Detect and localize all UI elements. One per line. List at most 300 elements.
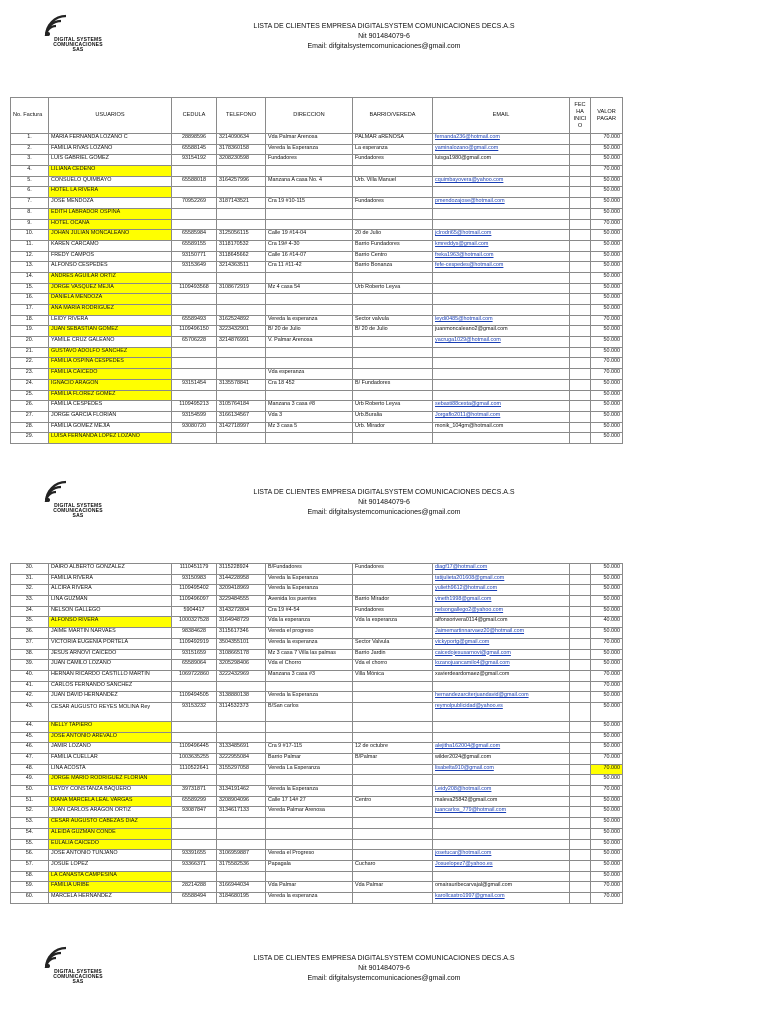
client-name-cell	[49, 272, 172, 283]
client-cedula: 1109495213	[179, 401, 209, 408]
amount-due: 70.000	[603, 882, 620, 889]
client-barrio: Fundadores	[355, 606, 384, 613]
client-email-cell	[433, 818, 570, 829]
client-cedula-cell	[172, 786, 217, 797]
client-address-cell	[266, 337, 353, 348]
client-email-cell	[433, 240, 570, 251]
table-row	[11, 326, 623, 337]
client-barrio: Urb Roberto Leyva	[355, 401, 401, 408]
invoice-number: 5.	[27, 176, 32, 183]
client-email[interactable]: jclrodri65@hotmail.com	[435, 230, 492, 237]
client-name-cell	[49, 379, 172, 390]
amount-due: 50.000	[603, 347, 620, 354]
client-name-cell	[49, 422, 172, 433]
table-row	[11, 337, 623, 348]
client-phone-cell	[217, 187, 266, 198]
amount-due: 50.000	[603, 743, 620, 750]
table-row	[11, 564, 623, 575]
client-phone: 3144228958	[219, 574, 249, 581]
client-cedula-cell	[172, 272, 217, 283]
client-email[interactable]: leydi0485@hotmail.com	[435, 315, 493, 322]
table-row	[11, 134, 623, 145]
client-address: Calle 19 #14-04	[268, 230, 307, 237]
invoice-number: 10.	[25, 230, 34, 237]
invoice-number-cell	[11, 230, 49, 241]
client-barrio-cell	[353, 411, 433, 422]
invoice-number: 31.	[25, 574, 34, 581]
invoice-number: 57.	[25, 860, 34, 867]
table-row	[11, 681, 623, 692]
start-date-cell	[570, 187, 591, 198]
client-name-cell	[49, 638, 172, 649]
client-cedula-cell	[172, 422, 217, 433]
invoice-number-cell	[11, 596, 49, 607]
amount-due-cell	[591, 155, 623, 166]
client-barrio: Urb Roberto Leyva	[355, 283, 401, 290]
client-phone-cell	[217, 390, 266, 401]
client-email-cell	[433, 649, 570, 660]
client-email[interactable]: sebasti88cesta@gmail.com	[435, 401, 501, 408]
client-email[interactable]: josetucar@hotmail.com	[435, 850, 492, 857]
client-email[interactable]: Leidy208@hotmail.com	[435, 786, 492, 793]
client-name: LINA ACOSTA	[51, 764, 86, 771]
invoice-number-cell	[11, 860, 49, 871]
client-address: B/Fundadores	[268, 564, 302, 570]
client-cedula-cell	[172, 369, 217, 380]
client-name-cell	[49, 240, 172, 251]
invoice-number: 48.	[25, 764, 34, 771]
client-phone: 3143272804	[219, 606, 249, 613]
client-cedula-cell	[172, 347, 217, 358]
client-name-cell	[49, 401, 172, 412]
col-header-valor: VALOR PAGAR	[591, 98, 623, 134]
client-name-cell	[49, 219, 172, 230]
client-phone-cell	[217, 796, 266, 807]
invoice-number-cell	[11, 628, 49, 639]
start-date-cell	[570, 882, 591, 893]
amount-due-cell	[591, 262, 623, 273]
client-barrio: Barrio Bonanza	[355, 262, 393, 269]
invoice-number-cell	[11, 347, 49, 358]
client-address: Vda la esperanza	[268, 617, 310, 624]
client-phone: 3155297058	[219, 764, 249, 771]
client-address: Vda 3	[268, 411, 283, 418]
client-email-cell	[433, 692, 570, 703]
client-barrio-cell	[353, 208, 433, 219]
client-email-cell	[433, 596, 570, 607]
amount-due: 50.000	[603, 839, 620, 846]
amount-due-cell	[591, 850, 623, 861]
client-phone-cell	[217, 628, 266, 639]
client-address-cell	[266, 638, 353, 649]
client-barrio-cell	[353, 219, 433, 230]
table-row	[11, 638, 623, 649]
client-barrio-cell	[353, 681, 433, 692]
client-name: JESUS ARNOVI CAICEDO	[51, 649, 117, 656]
amount-due-cell	[591, 283, 623, 294]
client-cedula-cell	[172, 681, 217, 692]
client-email[interactable]: pmendozajose@hotmail.com	[435, 198, 505, 205]
invoice-number-cell	[11, 839, 49, 850]
client-phone: 3125056115	[219, 230, 249, 237]
client-address-cell	[266, 649, 353, 660]
client-barrio: Barrio Mirador	[355, 596, 390, 603]
amount-due: 50.000	[603, 574, 620, 581]
client-cedula-cell	[172, 743, 217, 754]
start-date-cell	[570, 796, 591, 807]
client-cedula-cell	[172, 134, 217, 145]
table-row	[11, 187, 623, 198]
client-phone-cell	[217, 574, 266, 585]
col-header-telefono: TELEFONO	[217, 98, 266, 134]
invoice-number: 26.	[25, 401, 34, 408]
client-cedula-cell	[172, 337, 217, 348]
logo-line-2: COMUNICACIONES	[53, 508, 103, 514]
amount-due-cell	[591, 818, 623, 829]
client-phone: 3115617346	[219, 628, 249, 635]
client-address: Mz 3 casa 5	[268, 422, 298, 429]
client-barrio-cell	[353, 649, 433, 660]
client-address: Vda Palmar Arenosa	[268, 134, 318, 140]
client-address-cell	[266, 882, 353, 893]
amount-due-cell	[591, 422, 623, 433]
client-address: V. Palmar Arenosa	[268, 337, 313, 344]
invoice-number-cell	[11, 850, 49, 861]
invoice-number-cell	[11, 144, 49, 155]
start-date-cell	[570, 585, 591, 596]
client-email-cell	[433, 315, 570, 326]
client-address-cell	[266, 786, 353, 797]
client-address-cell	[266, 315, 353, 326]
invoice-number-cell	[11, 390, 49, 401]
client-address-cell	[266, 134, 353, 145]
amount-due-cell	[591, 305, 623, 316]
client-barrio-cell	[353, 283, 433, 294]
invoice-number: 28.	[25, 422, 34, 429]
amount-due-cell	[591, 230, 623, 241]
client-email[interactable]: fefe-cespedes@hotmail.com	[435, 262, 504, 269]
client-email-cell	[433, 144, 570, 155]
client-cedula-cell	[172, 775, 217, 786]
client-email[interactable]: Jaimemartinnarvaez20@hotmail.com	[435, 628, 525, 635]
client-address: Vereda La Esperanza	[268, 764, 320, 771]
client-email[interactable]: Josuelopez7@yahoo.es	[435, 860, 493, 867]
page-header-1	[0, 14, 768, 64]
invoice-number-cell	[11, 401, 49, 412]
client-email-cell	[433, 219, 570, 230]
client-email-cell	[433, 230, 570, 241]
client-email: monik_104gm@hotmail.com	[435, 422, 504, 429]
client-barrio-cell	[353, 617, 433, 628]
client-cedula-cell	[172, 892, 217, 903]
client-email: maleva25842@gmail.com	[435, 796, 498, 803]
amount-due-cell	[591, 176, 623, 187]
client-email[interactable]: freka1963@hotmail.com	[435, 251, 494, 258]
client-name: LA CANASTA CAMPESINA	[51, 871, 117, 878]
client-name-cell	[49, 574, 172, 585]
amount-due: 50.000	[603, 775, 620, 782]
client-phone-cell	[217, 892, 266, 903]
client-name-cell	[49, 134, 172, 145]
client-name-cell	[49, 251, 172, 262]
table-row	[11, 764, 623, 775]
table-row	[11, 155, 623, 166]
amount-due: 70.000	[603, 134, 620, 140]
client-address-cell	[266, 606, 353, 617]
invoice-number-cell	[11, 433, 49, 444]
table-row	[11, 692, 623, 703]
client-email-cell	[433, 585, 570, 596]
table-row	[11, 219, 623, 230]
client-email[interactable]: yaminalozano@gmail.com	[435, 144, 499, 151]
table-row	[11, 358, 623, 369]
client-email-cell	[433, 369, 570, 380]
client-name-cell	[49, 198, 172, 209]
logo-line-3: SAS	[72, 979, 84, 985]
client-cedula-cell	[172, 564, 217, 575]
logo-line-1: DIGITAL SYSTEMS	[54, 969, 102, 975]
client-email[interactable]: vickyportg@gmail.com	[435, 638, 490, 645]
client-email[interactable]: yineth1998@gmail.com	[435, 596, 492, 603]
start-date-cell	[570, 775, 591, 786]
table-row	[11, 606, 623, 617]
table-row	[11, 892, 623, 903]
invoice-number: 20.	[25, 337, 34, 344]
start-date-cell	[570, 638, 591, 649]
start-date-cell	[570, 390, 591, 401]
client-phone-cell	[217, 638, 266, 649]
client-name: KAREN CARCAMO	[51, 240, 99, 247]
client-name: ALCIRA RIVERA	[51, 585, 92, 592]
table-row	[11, 208, 623, 219]
amount-due-cell	[591, 369, 623, 380]
client-address: B/ 20 de Julio	[268, 326, 301, 333]
client-barrio-cell	[353, 839, 433, 850]
table-row	[11, 251, 623, 262]
client-cedula-cell	[172, 871, 217, 882]
invoice-number: 50.	[25, 786, 34, 793]
invoice-number: 24.	[25, 379, 34, 386]
start-date-cell	[570, 219, 591, 230]
invoice-number: 19.	[25, 326, 34, 333]
client-email[interactable]: cquimbayovera@yahoo.com	[435, 176, 504, 183]
client-phone: 3108665178	[219, 649, 249, 656]
client-phone-cell	[217, 775, 266, 786]
client-address-cell	[266, 764, 353, 775]
client-email[interactable]: kmreddys@gmail.com	[435, 240, 489, 247]
table-row	[11, 272, 623, 283]
amount-due-cell	[591, 251, 623, 262]
table-row	[11, 240, 623, 251]
client-cedula: 93153649	[182, 262, 206, 269]
client-phone-cell	[217, 283, 266, 294]
client-address-cell	[266, 433, 353, 444]
client-name: FAMILIA RIVERA	[51, 574, 93, 581]
amount-due: 50.000	[603, 606, 620, 613]
client-address: Manzana 3 casa #3	[268, 670, 316, 677]
table-row	[11, 839, 623, 850]
client-email[interactable]: reymolpublicidad@yahoo.es	[435, 702, 503, 709]
amount-due: 50.000	[603, 198, 620, 205]
client-cedula-cell	[172, 606, 217, 617]
start-date-cell	[570, 326, 591, 337]
amount-due-cell	[591, 379, 623, 390]
client-phone-cell	[217, 198, 266, 209]
invoice-number-cell	[11, 681, 49, 692]
client-cedula: 65585984	[182, 230, 206, 237]
client-email-cell	[433, 670, 570, 681]
amount-due: 50.000	[603, 649, 620, 656]
start-date-cell	[570, 305, 591, 316]
amount-due-cell	[591, 764, 623, 775]
client-cedula-cell	[172, 628, 217, 639]
client-phone-cell	[217, 251, 266, 262]
table-row	[11, 315, 623, 326]
client-name: DAIRO ALBERTO GONZALEZ	[51, 564, 125, 570]
invoice-number-cell	[11, 262, 49, 273]
client-barrio-cell	[353, 828, 433, 839]
amount-due: 70.000	[603, 638, 620, 645]
client-name-cell	[49, 786, 172, 797]
client-email[interactable]: caicedojesusarnovi@gmail.com	[435, 649, 511, 656]
start-date-cell	[570, 134, 591, 145]
client-email[interactable]: juancarlos_779@hotmail.com	[435, 807, 507, 814]
client-name: FAMILIA RIVAS LOZANO	[51, 144, 113, 151]
amount-due: 50.000	[603, 155, 620, 162]
amount-due-cell	[591, 326, 623, 337]
amount-due: 50.000	[603, 628, 620, 635]
client-email: juanmoncaleano2@gmail.com	[435, 326, 508, 333]
client-email[interactable]: yulieth9612@hotmail.com	[435, 585, 498, 592]
client-email-cell	[433, 166, 570, 177]
invoice-number-cell	[11, 670, 49, 681]
client-email[interactable]: lisabelta910@gmail.com	[435, 764, 494, 771]
invoice-number-cell	[11, 294, 49, 305]
table-row	[11, 144, 623, 155]
client-cedula-cell	[172, 219, 217, 230]
client-email[interactable]: Jorgaflo2011@hotmail.com	[435, 411, 501, 418]
table-row	[11, 754, 623, 765]
client-cedula-cell	[172, 262, 217, 273]
client-phone-cell	[217, 219, 266, 230]
table-row	[11, 198, 623, 209]
client-name-cell	[49, 144, 172, 155]
client-name: MARCELA HERNANDEZ	[51, 892, 112, 899]
client-address: Manzana A casa No. 4	[268, 176, 322, 183]
client-barrio-cell	[353, 807, 433, 818]
client-phone-cell	[217, 144, 266, 155]
client-phone-cell	[217, 358, 266, 369]
client-name: CESAR AUGUSTO REYES MOLINA Rey	[51, 703, 151, 710]
client-email[interactable]: lozanojuancamilo4@gmail.com	[435, 660, 510, 667]
col-header-barrio: BARRIO/VEREDA	[353, 98, 433, 134]
amount-due-cell	[591, 294, 623, 305]
client-email[interactable]: alejitha162004@gmail.com	[435, 743, 501, 750]
client-address-cell	[266, 628, 353, 639]
invoice-number-cell	[11, 585, 49, 596]
amount-due: 50.000	[603, 251, 620, 258]
start-date-cell	[570, 230, 591, 241]
client-address-cell	[266, 839, 353, 850]
client-barrio-cell	[353, 850, 433, 861]
client-address: Vereda la Esperanza	[268, 692, 319, 699]
start-date-cell	[570, 251, 591, 262]
start-date-cell	[570, 743, 591, 754]
client-name-cell	[49, 369, 172, 380]
invoice-number: 51.	[25, 796, 34, 803]
client-cedula: 39731871	[182, 786, 206, 793]
amount-due: 50.000	[603, 390, 620, 397]
amount-due-cell	[591, 272, 623, 283]
client-address-cell	[266, 828, 353, 839]
client-barrio-cell	[353, 775, 433, 786]
client-barrio: Sector valvula	[355, 315, 389, 322]
client-cedula-cell	[172, 839, 217, 850]
client-name: HOTEL LA RIVERA	[51, 187, 99, 194]
start-date-cell	[570, 721, 591, 732]
client-barrio-cell	[353, 871, 433, 882]
client-barrio: Urb. Villa Manuel	[355, 176, 396, 183]
client-address: Cra 11 #11-42	[268, 262, 302, 269]
client-address-cell	[266, 294, 353, 305]
client-email[interactable]: tatijulieta201608@gmail.com	[435, 574, 505, 581]
invoice-number-cell	[11, 882, 49, 893]
client-barrio-cell	[353, 433, 433, 444]
client-email[interactable]: yacruga1029@hotmail.com	[435, 337, 501, 344]
client-name-cell	[49, 839, 172, 850]
client-email[interactable]: diagf17@hotmail.com	[435, 564, 488, 570]
client-phone-cell	[217, 401, 266, 412]
client-email[interactable]: hernandezarciterjuandavid@gmail.com	[435, 692, 529, 699]
client-address-cell	[266, 732, 353, 743]
client-barrio: Barrio Centro	[355, 251, 388, 258]
client-cedula-cell	[172, 850, 217, 861]
client-cedula: 65589064	[182, 660, 206, 667]
client-address: Barrio Palmar	[268, 754, 301, 760]
amount-due-cell	[591, 198, 623, 209]
client-barrio-cell	[353, 670, 433, 681]
start-date-cell	[570, 358, 591, 369]
client-address-cell	[266, 670, 353, 681]
client-cedula-cell	[172, 818, 217, 829]
client-phone-cell	[217, 422, 266, 433]
client-address-cell	[266, 818, 353, 829]
client-barrio-cell	[353, 262, 433, 273]
client-email[interactable]: karollcastro1997@gmail.com	[435, 892, 505, 899]
start-date-cell	[570, 401, 591, 412]
amount-due-cell	[591, 670, 623, 681]
client-email[interactable]: nelsongallego2@yahoo.com	[435, 606, 504, 613]
invoice-number: 35.	[25, 617, 34, 624]
table-row	[11, 574, 623, 585]
client-barrio: Fundadores	[355, 198, 384, 205]
client-cedula: 65706228	[182, 337, 206, 344]
client-cedula-cell	[172, 176, 217, 187]
client-phone-cell	[217, 564, 266, 575]
amount-due: 50.000	[603, 326, 620, 333]
client-address: Papagala	[268, 860, 291, 867]
invoice-number: 38.	[25, 649, 34, 656]
client-phone: 3166944034	[219, 882, 249, 889]
client-name-cell	[49, 796, 172, 807]
client-cedula: 1109496445	[179, 743, 209, 750]
client-cedula: 65589493	[182, 315, 206, 322]
client-name-cell	[49, 585, 172, 596]
amount-due: 70.000	[603, 670, 620, 677]
client-address-cell	[266, 187, 353, 198]
client-email[interactable]: fernanda236@hotmail.com	[435, 134, 500, 140]
client-address-cell	[266, 681, 353, 692]
